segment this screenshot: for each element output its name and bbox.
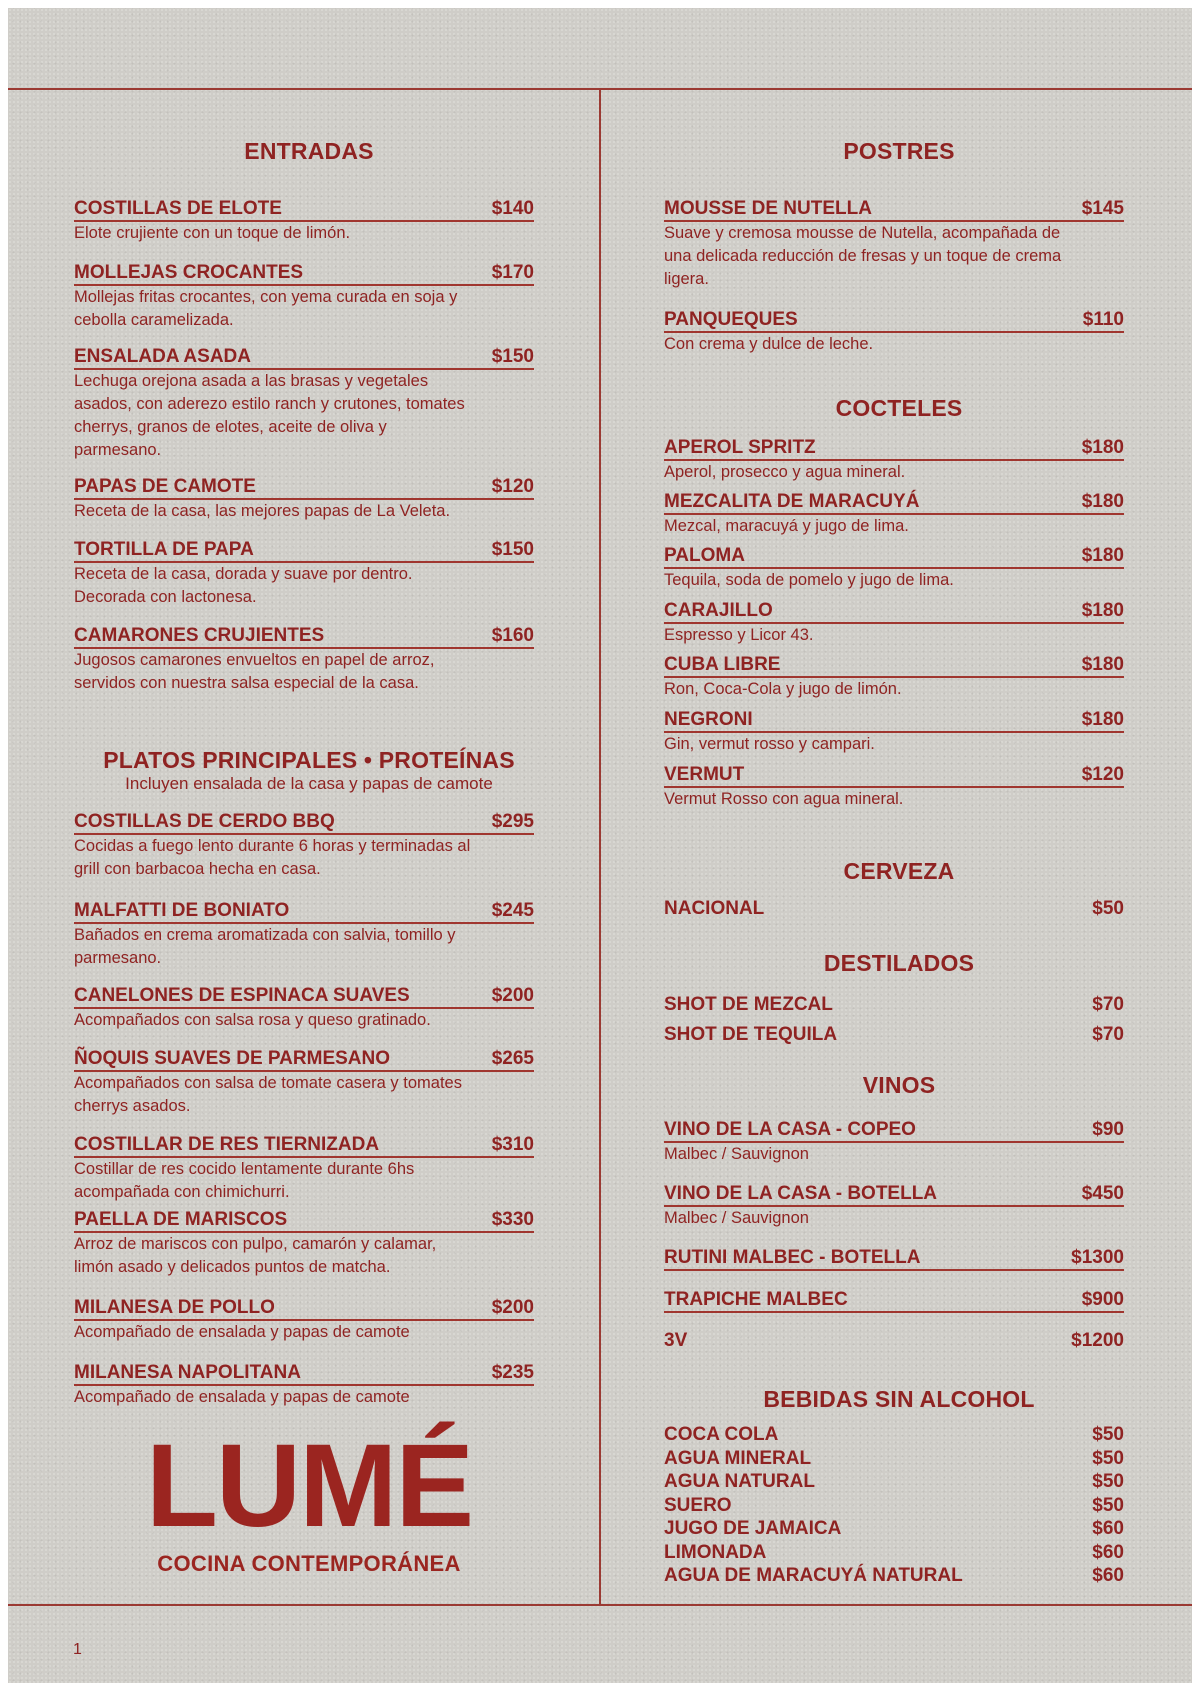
item-name: SHOT DE TEQUILA — [664, 1024, 838, 1045]
item-price: $170 — [491, 262, 534, 283]
item-name: ÑOQUIS SUAVES DE PARMESANO — [74, 1048, 391, 1069]
brand-logo: LUMÉ — [145, 1420, 473, 1552]
menu-item — [664, 1495, 1124, 1517]
item-name: SUERO — [664, 1495, 732, 1516]
menu-item — [74, 623, 534, 695]
item-price: $1300 — [1071, 1247, 1124, 1268]
item-price: $265 — [491, 1048, 534, 1069]
item-description: Arroz de mariscos con pulpo, camarón y calamar, limón asado y delicados puntos de matcha. — [74, 1235, 437, 1276]
item-price: $120 — [1081, 764, 1124, 785]
menu-item — [664, 1542, 1124, 1564]
menu-item — [664, 1287, 1124, 1313]
item-price: $310 — [491, 1134, 534, 1155]
item-name: COSTILLAS DE CERDO BBQ — [74, 811, 335, 832]
page-number: 1 — [73, 1641, 82, 1658]
item-name: TORTILLA DE PAPA — [74, 539, 254, 560]
item-price: $50 — [1092, 898, 1124, 919]
menu-item — [664, 1448, 1124, 1470]
item-price: $90 — [1092, 1119, 1124, 1140]
item-description: Mollejas fritas crocantes, con yema curada en soja y cebolla caramelizada. — [74, 288, 458, 329]
menu-item — [664, 196, 1124, 291]
menu-item — [664, 598, 1124, 647]
menu-item — [74, 983, 534, 1032]
item-price: $140 — [491, 198, 534, 219]
item-name: MOUSSE DE NUTELLA — [664, 198, 872, 219]
section-title-vinos: VINOS — [862, 1072, 936, 1098]
item-description: Bañados en crema aromatizada con salvia, tomillo y parmesano. — [74, 926, 456, 967]
menu-item — [74, 1295, 534, 1344]
item-price: $70 — [1092, 1024, 1124, 1045]
item-description: Receta de la casa, las mejores papas de La Veleta. — [74, 502, 451, 520]
item-name: RUTINI MALBEC - BOTELLA — [664, 1247, 921, 1268]
item-price: $60 — [1092, 1518, 1124, 1539]
item-name: COSTILLAS DE ELOTE — [74, 198, 282, 219]
menu-item — [74, 474, 534, 523]
item-price: $50 — [1092, 1471, 1124, 1492]
brand-tagline: COCINA CONTEMPORÁNEA — [157, 1551, 461, 1576]
menu-item — [664, 1565, 1124, 1587]
item-price: $50 — [1092, 1495, 1124, 1516]
menu-item — [664, 1518, 1124, 1540]
item-price: $180 — [1081, 709, 1124, 730]
menu-item — [664, 1024, 1124, 1046]
menu-item — [664, 1328, 1124, 1352]
item-name: JUGO DE JAMAICA — [664, 1518, 842, 1539]
item-price: $180 — [1081, 437, 1124, 458]
item-description: Costillar de res cocido lentamente durante 6hs acompañada con chimichurri. — [74, 1160, 415, 1201]
menu-item — [664, 1117, 1124, 1166]
item-name: MOLLEJAS CROCANTES — [74, 262, 304, 283]
item-description: Acompañados con salsa rosa y queso gratinado. — [74, 1011, 431, 1029]
item-name: TRAPICHE MALBEC — [664, 1289, 848, 1310]
item-price: $120 — [491, 476, 534, 497]
item-name: PALOMA — [664, 545, 745, 566]
item-name: MILANESA NAPOLITANA — [74, 1362, 301, 1383]
item-description: Tequila, soda de pomelo y jugo de lima. — [664, 571, 954, 589]
item-description: Lechuga orejona asada a las brasas y vegetales asados, con aderezo estilo ranch y crutones, tomates cherrys, granos de elotes, aceite de oliva y parmesano. — [74, 372, 465, 459]
item-description: Espresso y Licor 43. — [664, 626, 814, 644]
item-price: $180 — [1081, 491, 1124, 512]
item-name: AGUA DE MARACUYÁ NATURAL — [664, 1565, 963, 1586]
item-name: NACIONAL — [664, 898, 765, 919]
item-description: Ron, Coca-Cola y jugo de limón. — [664, 680, 902, 698]
item-name: APEROL SPRITZ — [664, 437, 816, 458]
item-name: CANELONES DE ESPINACA SUAVES — [74, 985, 410, 1006]
section-title-sin-alcohol: BEBIDAS SIN ALCOHOL — [763, 1386, 1035, 1412]
item-description: Mezcal, maracuyá y jugo de lima. — [664, 517, 909, 535]
menu-item — [664, 307, 1124, 356]
item-price: $180 — [1081, 545, 1124, 566]
menu-item — [664, 489, 1124, 538]
item-name: VERMUT — [664, 764, 745, 785]
item-description: Con crema y dulce de leche. — [664, 335, 874, 353]
menu-item — [664, 994, 1124, 1016]
menu-item — [74, 344, 534, 462]
column-divider — [599, 88, 601, 1606]
section-title-principales: PLATOS PRINCIPALES • PROTEÍNAS — [103, 747, 515, 773]
item-name: CUBA LIBRE — [664, 654, 781, 675]
item-description: Vermut Rosso con agua mineral. — [664, 790, 904, 808]
item-price: $200 — [491, 985, 534, 1006]
item-price: $145 — [1081, 198, 1124, 219]
item-name: AGUA MINERAL — [664, 1448, 812, 1469]
item-name: CARAJILLO — [664, 600, 773, 621]
menu-item — [664, 435, 1124, 484]
menu-item — [664, 1245, 1124, 1271]
item-name: VINO DE LA CASA - COPEO — [664, 1119, 916, 1140]
menu-item — [74, 1207, 534, 1279]
item-description: Jugosos camarones envueltos en papel de arroz, servidos con nuestra salsa especial de la casa. — [74, 651, 435, 692]
item-name: LIMONADA — [664, 1542, 767, 1563]
item-price: $330 — [491, 1209, 534, 1230]
menu-item — [664, 1424, 1124, 1446]
item-description: Suave y cremosa mousse de Nutella, acompañada de una delicada reducción de fresas y un toque de crema ligera. — [664, 224, 1062, 288]
menu-item — [74, 537, 534, 609]
item-name: 3V — [664, 1330, 688, 1351]
item-name: SHOT DE MEZCAL — [664, 994, 833, 1015]
item-price: $200 — [491, 1297, 534, 1318]
item-description: Malbec / Sauvignon — [664, 1145, 809, 1163]
menu-item — [664, 543, 1124, 592]
item-name: COCA COLA — [664, 1424, 779, 1445]
section-subtitle-principales: Incluyen ensalada de la casa y papas de camote — [125, 774, 493, 793]
item-name: PANQUEQUES — [664, 309, 798, 330]
item-price: $450 — [1081, 1183, 1124, 1204]
item-name: MILANESA DE POLLO — [74, 1297, 275, 1318]
item-price: $70 — [1092, 994, 1124, 1015]
item-description: Receta de la casa, dorada y suave por dentro. Decorada con lactonesa. — [74, 565, 413, 606]
item-price: $150 — [491, 346, 534, 367]
section-title-cerveza: CERVEZA — [843, 858, 955, 884]
item-description: Acompañado de ensalada y papas de camote — [74, 1388, 410, 1406]
menu-item — [74, 1132, 534, 1204]
item-price: $235 — [491, 1362, 534, 1383]
menu-page — [8, 8, 1192, 1683]
menu-item — [664, 1471, 1124, 1493]
item-name: AGUA NATURAL — [664, 1471, 815, 1492]
item-description: Malbec / Sauvignon — [664, 1209, 809, 1227]
item-description: Acompañados con salsa de tomate casera y tomates cherrys asados. — [74, 1074, 462, 1115]
item-name: MEZCALITA DE MARACUYÁ — [664, 491, 920, 512]
item-description: Acompañado de ensalada y papas de camote — [74, 1323, 410, 1341]
item-name: VINO DE LA CASA - BOTELLA — [664, 1183, 938, 1204]
item-description: Elote crujiente con un toque de limón. — [74, 224, 351, 242]
item-name: COSTILLAR DE RES TIERNIZADA — [74, 1134, 380, 1155]
item-name: NEGRONI — [664, 709, 753, 730]
item-price: $110 — [1082, 309, 1124, 330]
menu-item — [664, 652, 1124, 701]
menu-item — [664, 707, 1124, 756]
item-price: $245 — [491, 900, 534, 921]
item-price: $180 — [1081, 600, 1124, 621]
item-name: ENSALADA ASADA — [74, 346, 251, 367]
item-price: $60 — [1092, 1542, 1124, 1563]
item-price: $1200 — [1071, 1330, 1124, 1351]
item-price: $150 — [491, 539, 534, 560]
item-name: PAPAS DE CAMOTE — [74, 476, 256, 497]
section-title-destilados: DESTILADOS — [823, 950, 975, 976]
item-price: $180 — [1081, 654, 1124, 675]
menu-item — [664, 762, 1124, 811]
item-name: MALFATTI DE BONIATO — [74, 900, 290, 921]
menu-item — [74, 898, 534, 970]
menu-item — [74, 1360, 534, 1409]
menu-item — [74, 196, 534, 245]
item-name: PAELLA DE MARISCOS — [74, 1209, 288, 1230]
item-name: CAMARONES CRUJIENTES — [74, 625, 325, 646]
item-description: Gin, vermut rosso y campari. — [664, 735, 875, 753]
section-title-entradas: ENTRADAS — [244, 138, 374, 164]
item-description: Aperol, prosecco y agua mineral. — [664, 463, 906, 481]
item-price: $900 — [1081, 1289, 1124, 1310]
section-title-postres: POSTRES — [843, 138, 955, 164]
item-price: $50 — [1092, 1448, 1124, 1469]
menu-item — [664, 898, 1124, 920]
item-price: $295 — [491, 811, 534, 832]
menu-item — [74, 1046, 534, 1118]
menu-item — [664, 1181, 1124, 1230]
menu-item — [74, 260, 534, 332]
section-title-cocteles: COCTELES — [835, 395, 963, 421]
item-price: $60 — [1092, 1565, 1124, 1586]
bottom-divider — [8, 1604, 1192, 1606]
item-description: Cocidas a fuego lento durante 6 horas y terminadas al grill con barbacoa hecha en casa. — [74, 837, 471, 878]
item-price: $50 — [1092, 1424, 1124, 1445]
menu-item — [74, 809, 534, 881]
item-price: $160 — [491, 625, 534, 646]
